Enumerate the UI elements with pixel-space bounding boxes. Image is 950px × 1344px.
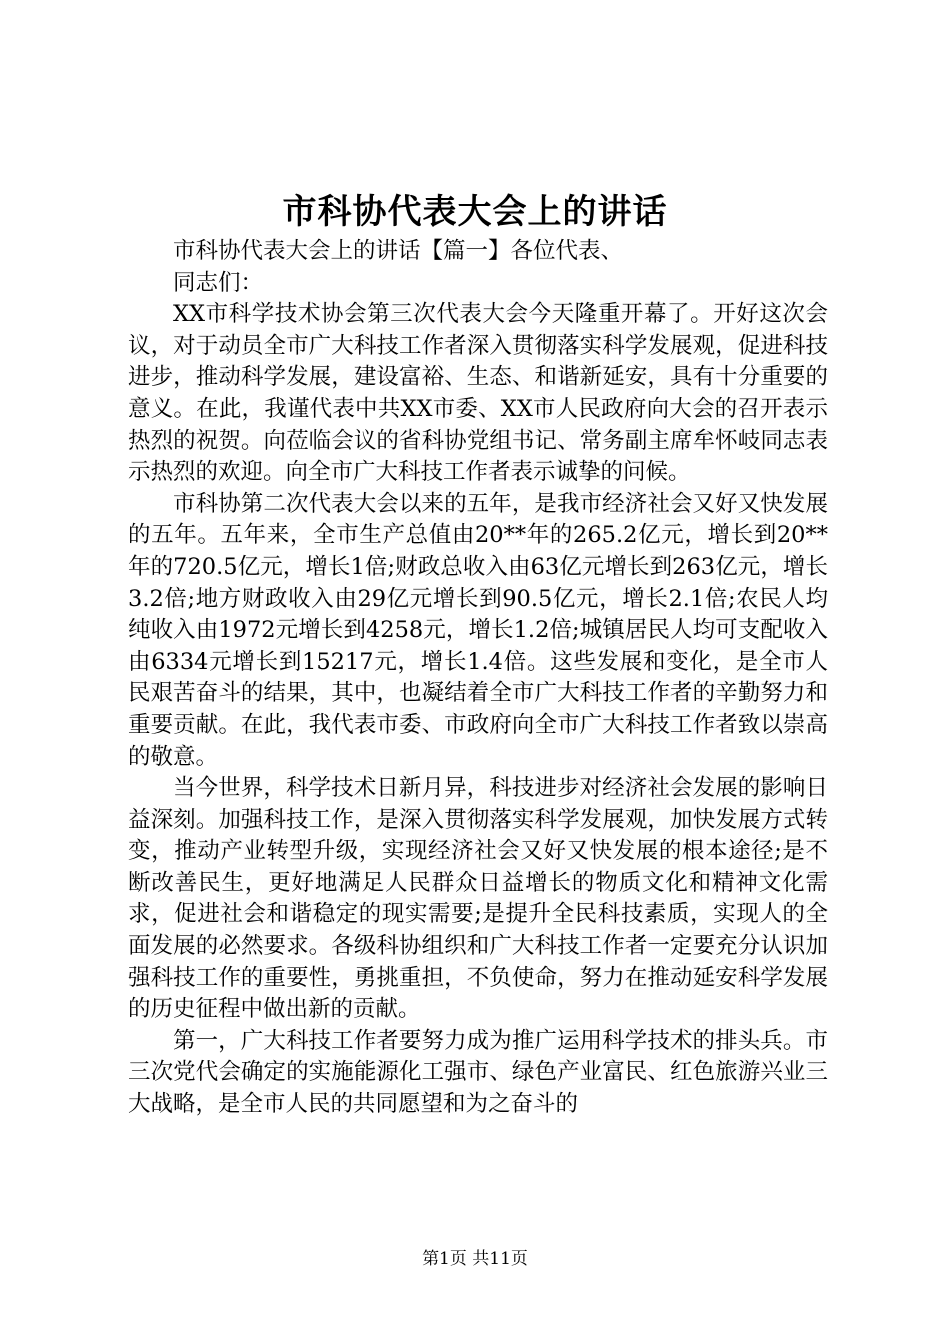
paragraph: 第一，广大科技工作者要努力成为推广运用科学技术的排头兵。市三次党代会确定的实施能源化工强市、绿色产业富民、红色旅游兴业三大战略，是全市人民的共同愿望和为之奋斗的 bbox=[128, 1027, 828, 1118]
paragraph: 当今世界，科学技术日新月异，科技进步对经济社会发展的影响日益深刻。加强科技工作，是深入贯彻落实科学发展观，加快发展方式转变，推动产业转型升级，实现经济社会又好又快发展的根本途径;是不断改善民生，更好地满足人民群众日益增长的物质文化和精神文化需求，促进社会和谐稳定的现实需要;是提升全民科技素质，实现人的全面发展的必然要求。各级科协组织和广大科技工作者一定要充分认识加强科技工作的重要性，勇挑重担，不负使命，努力在推动延安科学发展的历史征程中做出新的贡献。 bbox=[128, 775, 828, 1023]
paragraph-salutation: 同志们： bbox=[173, 269, 264, 296]
paragraph: 市科协第二次代表大会以来的五年，是我市经济社会又好又快发展的五年。五年来，全市生产总值由20**年的265.2亿元，增长到20**年的720.5亿元，增长1倍;财政总收入由63亿元增长到263亿元，增长3.2倍;地方财政收入由29亿元增长到90.5亿元，增长2.1倍;农民人均纯收入由1972元增长到4258元，增长1.2倍;城镇居民人均可支配收入由6334元增长到15217元，增长1.4倍。这些发展和变化，是全市人民艰苦奋斗的结果，其中，也凝结着全市广大科技工作者的辛勤努力和重要贡献。在此，我代表市委、市政府向全市广大科技工作者致以崇高的敬意。 bbox=[128, 490, 828, 770]
paragraph: XX市科学技术协会第三次代表大会今天隆重开幕了。开好这次会议，对于动员全市广大科技工作者深入贯彻落实科学发展观，促进科技进步，推动科学发展，建设富裕、生态、和谐新延安，具有十分重要的意义。在此，我谨代表中共XX市委、XX市人民政府向大会的召开表示热烈的祝贺。向莅临会议的省科协党组书记、常务副主席牟怀岐同志表示热烈的欢迎。向全市广大科技工作者表示诚挚的问候。 bbox=[128, 301, 828, 486]
document-title: 市科协代表大会上的讲话 bbox=[282, 192, 668, 232]
paragraph-heading: 市科协代表大会上的讲话【篇一】各位代表、 bbox=[173, 238, 624, 264]
document-body bbox=[128, 236, 828, 1121]
page-footer: 第1页 共11页 bbox=[422, 1249, 528, 1269]
